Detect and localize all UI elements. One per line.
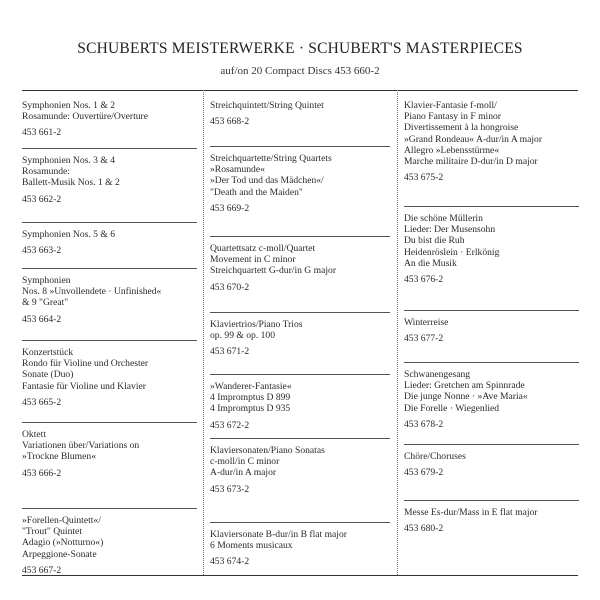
- catalog-number: 453 664-2: [22, 313, 62, 325]
- disc-entry: [22, 222, 197, 256]
- work-title-line: »Trockne Blumen«: [22, 451, 96, 463]
- catalog-number: 453 667-2: [22, 564, 62, 576]
- page-subtitle: auf/on 20 Compact Discs 453 660-2: [220, 65, 380, 77]
- work-title-line: & 9 "Great": [22, 297, 69, 309]
- work-title-line: Heidenröslein · Erlkönig: [404, 246, 500, 258]
- disc-entry: [210, 236, 390, 293]
- work-title-line: Rosamunde: Ouvertüre/Overture: [22, 111, 149, 123]
- work-title-line: Klavier-Fantasie f-moll/: [404, 100, 497, 111]
- disc-entry: [22, 422, 197, 479]
- work-title-line: Symphonien Nos. 3 & 4: [22, 155, 116, 166]
- disc-entry: [404, 96, 579, 183]
- catalog-number: 453 670-2: [210, 281, 250, 293]
- work-title-line: op. 99 & op. 100: [210, 330, 276, 342]
- work-title-line: Streichquartett G-dur/in G major: [210, 265, 337, 277]
- disc-entry: [404, 500, 579, 534]
- work-title-line: Divertissement à la hongroise: [404, 122, 519, 134]
- disc-entry: [404, 310, 579, 344]
- disc-entry: [210, 146, 390, 214]
- catalog-number: 453 672-2: [210, 419, 250, 431]
- work-title-line: Symphonien: [22, 275, 71, 286]
- catalog-number: 453 674-2: [210, 556, 250, 568]
- work-title-line: Lieder: Der Musensohn: [404, 224, 496, 236]
- catalog-number: 453 679-2: [404, 467, 444, 479]
- work-title-line: A-dur/in A major: [210, 467, 277, 479]
- page-title: SCHUBERTS MEISTERWERKE · SCHUBERT'S MASTERPIECES: [77, 40, 523, 57]
- work-title-line: Klaviersonate B-dur/in B flat major: [210, 529, 347, 540]
- work-title-line: "Death and the Maiden": [210, 186, 303, 198]
- work-title-line: Allegro »Lebensstürme«: [404, 144, 500, 156]
- work-title-line: »Wanderer-Fantasie«: [210, 381, 292, 392]
- work-title-line: Die junge Nonne · »Ave Maria«: [404, 391, 528, 403]
- work-title-line: Piano Fantasy in F minor: [404, 111, 502, 123]
- catalog-number: 453 677-2: [404, 333, 444, 345]
- catalog-number: 453 662-2: [22, 193, 62, 205]
- disc-entry: [22, 96, 197, 139]
- catalog-number: 453 675-2: [404, 172, 444, 184]
- disc-entry: [210, 522, 390, 568]
- work-title-line: An die Musik: [404, 257, 457, 269]
- work-title-line: Adagio (»Notturno«): [22, 537, 104, 549]
- work-title-line: Variationen über/Variations on: [22, 440, 140, 452]
- work-title-line: Ballett-Musik Nos. 1 & 2: [22, 177, 120, 189]
- work-title-line: Winterreise: [404, 317, 449, 328]
- work-title-line: Movement in C minor: [210, 254, 296, 266]
- bottom-rule: [22, 575, 578, 576]
- catalog-number: 453 666-2: [22, 467, 62, 479]
- work-title-line: Lieder: Gretchen am Spinnrade: [404, 380, 525, 392]
- column-divider-1: [203, 90, 204, 575]
- work-title-line: Klaviersonaten/Piano Sonatas: [210, 445, 325, 456]
- catalog-number: 453 669-2: [210, 202, 250, 214]
- work-title-line: Rosamunde:: [22, 166, 70, 178]
- catalog-number: 453 680-2: [404, 523, 444, 535]
- work-title-line: "Trout" Quintet: [22, 526, 82, 538]
- work-title-line: Rondo für Violine und Orchester: [22, 358, 149, 370]
- work-title-line: Nos. 8 »Unvollendete · Unfinished«: [22, 286, 162, 298]
- work-title-line: »Grand Rondeau« A-dur/in A major: [404, 133, 543, 145]
- work-title-line: Die Forelle · Wiegenlied: [404, 402, 500, 414]
- work-title-line: Konzertstück: [22, 347, 74, 358]
- catalog-number: 453 663-2: [22, 245, 62, 257]
- catalog-number: 453 671-2: [210, 346, 250, 358]
- work-title-line: Messe Es-dur/Mass in E flat major: [404, 507, 538, 518]
- catalog-number: 453 678-2: [404, 418, 444, 430]
- work-title-line: 4 Impromptus D 899: [210, 392, 291, 404]
- work-title-line: Du bist die Ruh: [404, 235, 465, 247]
- catalog-number: 453 665-2: [22, 396, 62, 408]
- work-title-line: c-moll/in C minor: [210, 456, 280, 468]
- work-title-line: Streichquintett/String Quintet: [210, 100, 324, 111]
- catalog-number: 453 661-2: [22, 127, 62, 139]
- work-title-line: »Forellen-Quintett«/: [22, 515, 101, 526]
- work-title-line: »Rosamunde«: [210, 164, 265, 176]
- work-title-line: Streichquartette/String Quartets: [210, 153, 332, 164]
- work-title-line: Marche militaire D-dur/in D major: [404, 156, 538, 168]
- work-title-line: Sonate (Duo): [22, 369, 74, 381]
- catalog-number: 453 673-2: [210, 483, 250, 495]
- disc-entry: [404, 362, 579, 430]
- work-title-line: Symphonien Nos. 1 & 2: [22, 100, 116, 111]
- catalog-number: 453 676-2: [404, 274, 444, 286]
- work-title-line: Arpeggione-Sonate: [22, 548, 97, 560]
- disc-entry: [210, 438, 390, 495]
- disc-entry: [22, 268, 197, 325]
- disc-entry: [210, 374, 390, 431]
- work-title-line: 6 Moments musicaux: [210, 540, 293, 552]
- work-title-line: 4 Impromptus D 935: [210, 403, 291, 415]
- disc-entry: [22, 340, 197, 408]
- disc-entry: [22, 148, 197, 205]
- work-title-line: Schwanengesang: [404, 369, 471, 380]
- work-title-line: Die schöne Müllerin: [404, 213, 483, 224]
- disc-entry: [22, 508, 197, 576]
- work-title-line: Chöre/Choruses: [404, 451, 466, 462]
- disc-entry: [404, 444, 579, 478]
- column-divider-2: [397, 90, 398, 575]
- work-title-line: Fantasie für Violine und Klavier: [22, 380, 146, 392]
- disc-entry: [210, 312, 390, 358]
- work-title-line: Symphonien Nos. 5 & 6: [22, 229, 116, 240]
- catalog-number: 453 668-2: [210, 116, 250, 128]
- work-title-line: Klaviertrios/Piano Trios: [210, 319, 303, 330]
- work-title-line: »Der Tod und das Mädchen«/: [210, 175, 324, 187]
- disc-entry: [404, 206, 579, 285]
- top-rule: [22, 90, 578, 91]
- disc-entry: [210, 96, 390, 127]
- work-title-line: Oktett: [22, 429, 46, 440]
- work-title-line: Quartettsatz c-moll/Quartet: [210, 243, 316, 254]
